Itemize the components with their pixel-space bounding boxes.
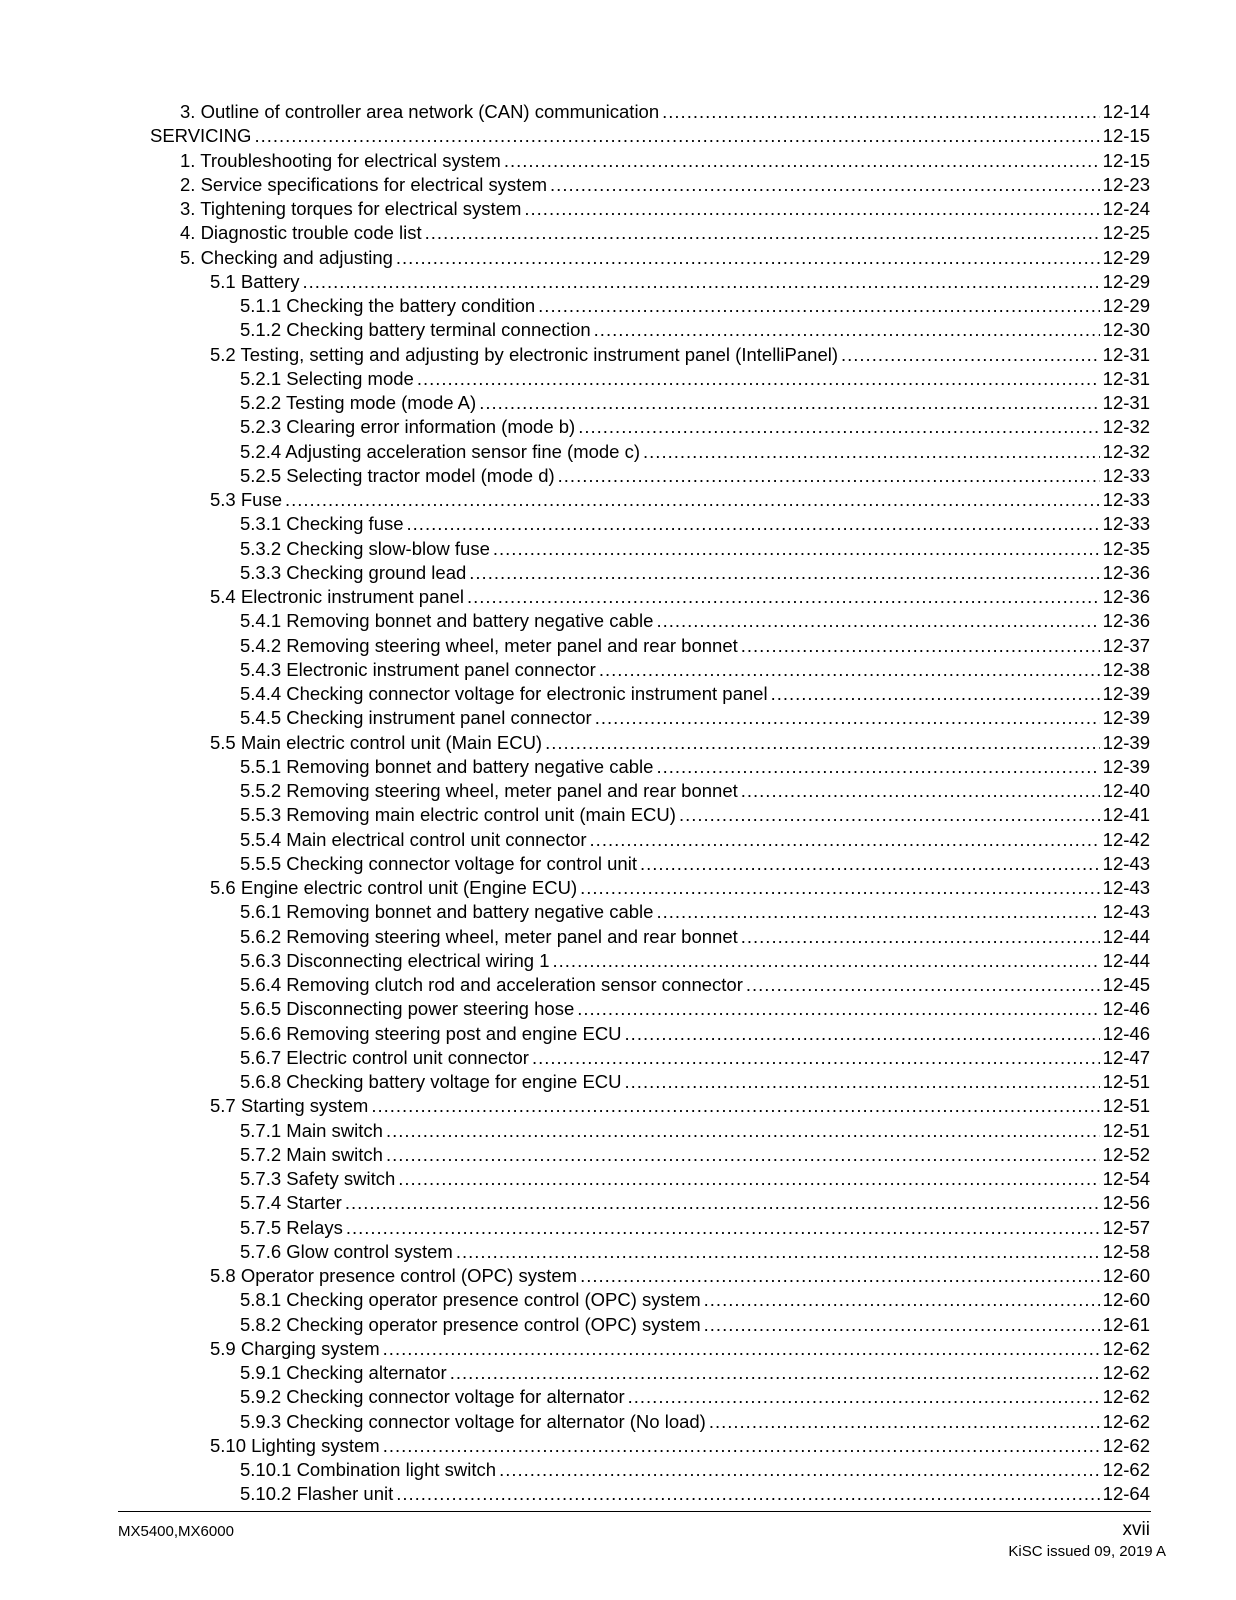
toc-entry-page: 12-51: [1102, 1095, 1150, 1117]
toc-entry-page: 12-43: [1102, 901, 1150, 923]
toc-entry-page: 12-51: [1102, 1071, 1150, 1092]
toc-entry[interactable]: [150, 149, 1150, 173]
toc-entry-page: 12-46: [1102, 998, 1150, 1020]
footer-model-names: MX5400,MX6000: [118, 1523, 234, 1540]
toc-dot-leader: [545, 731, 1100, 755]
toc-entry-page: 12-58: [1102, 1240, 1150, 1262]
toc-dot-leader: [841, 343, 1100, 367]
toc-dot-leader: [656, 755, 1099, 779]
toc-entry-title: 5.2.4 Adjusting acceleration sensor fine (mode c): [240, 440, 641, 462]
toc-entry-title: 5.7.1 Main switch: [240, 1119, 383, 1141]
toc-entry-page: 12-36: [1102, 561, 1150, 583]
toc-entry-title: 5.6 Engine electric control unit (Engine ECU): [210, 877, 578, 898]
toc-entry-title: 4. Diagnostic trouble code list: [180, 222, 422, 244]
toc-entry-title: 2. Service specifications for electrical system: [180, 173, 548, 195]
toc-dot-leader: [302, 270, 1099, 294]
toc-dot-leader: [396, 1482, 1099, 1506]
toc-entry-page: 12-41: [1102, 804, 1150, 826]
toc-entry-page: 12-14: [1102, 101, 1150, 122]
toc-entry-title: 5.1.2 Checking battery terminal connection: [240, 319, 591, 341]
toc-entry-title: 3. Outline of controller area network (CAN) communication: [180, 101, 660, 122]
toc-entry-page: 12-62: [1102, 1459, 1150, 1480]
toc-entry-page: 12-62: [1102, 1386, 1150, 1408]
toc-entry[interactable]: [150, 682, 1150, 706]
toc-dot-leader: [532, 1046, 1100, 1070]
toc-entry-page: 12-39: [1102, 731, 1150, 753]
toc-entry[interactable]: [150, 949, 1150, 973]
toc-entry-page: 12-62: [1102, 1410, 1150, 1432]
toc-entry-title: 5.3.2 Checking slow-blow fuse: [240, 537, 490, 559]
toc-dot-leader: [741, 779, 1100, 803]
toc-entry-title: 5.9.1 Checking alternator: [240, 1362, 447, 1383]
toc-entry-title: 5.4.1 Removing bonnet and battery negative cable: [240, 610, 654, 632]
toc-entry[interactable]: [150, 100, 1150, 124]
toc-entry-title: 5.10.2 Flasher unit: [240, 1483, 394, 1505]
toc-entry-title: 5.4.5 Checking instrument panel connector: [240, 707, 592, 729]
toc-entry-page: 12-15: [1102, 149, 1150, 171]
toc-entry-page: 12-33: [1102, 513, 1150, 535]
toc-dot-leader: [656, 609, 1099, 633]
toc-entry-page: 12-43: [1102, 877, 1150, 898]
toc-entry-title: 5.6.4 Removing clutch rod and acceleration sensor connector: [240, 974, 743, 995]
toc-entry[interactable]: [150, 1119, 1150, 1143]
toc-entry-page: 12-61: [1102, 1313, 1150, 1335]
toc-entry-title: SERVICING: [150, 125, 252, 147]
toc-dot-leader: [504, 149, 1100, 173]
toc-entry-page: 12-29: [1102, 295, 1150, 316]
toc-entry[interactable]: [150, 294, 1150, 318]
toc-entry[interactable]: [150, 464, 1150, 488]
toc-entry[interactable]: [150, 779, 1150, 803]
toc-entry-page: 12-57: [1102, 1216, 1150, 1238]
toc-entry[interactable]: [150, 973, 1150, 997]
toc-entry-page: 12-38: [1102, 658, 1150, 680]
toc-entry[interactable]: [150, 367, 1150, 391]
toc-entry-title: 5.3.3 Checking ground lead: [240, 561, 467, 583]
toc-entry-page: 12-56: [1102, 1192, 1150, 1214]
toc-entry-page: 12-62: [1102, 1337, 1150, 1359]
toc-dot-leader: [599, 658, 1100, 682]
toc-entry-title: 1. Troubleshooting for electrical system: [180, 149, 501, 171]
toc-entry-page: 12-52: [1102, 1143, 1150, 1165]
toc-entry[interactable]: [150, 997, 1150, 1021]
toc-entry[interactable]: [150, 1094, 1150, 1118]
toc-entry[interactable]: [150, 1385, 1150, 1409]
toc-entry[interactable]: [150, 1288, 1150, 1312]
toc-entry-page: 12-24: [1102, 198, 1150, 219]
toc-entry[interactable]: [150, 1482, 1150, 1506]
toc-entry-title: 5.7.3 Safety switch: [240, 1168, 396, 1189]
toc-entry-title: 5.6.1 Removing bonnet and battery negative cable: [240, 901, 654, 923]
toc-entry-page: 12-31: [1102, 367, 1150, 389]
toc-dot-leader: [580, 876, 1100, 900]
toc-entry-title: 5.10 Lighting system: [210, 1434, 380, 1456]
toc-entry-page: 12-15: [1102, 125, 1150, 147]
toc-entry-title: 5.3.1 Checking fuse: [240, 513, 404, 535]
toc-entry[interactable]: [150, 440, 1150, 464]
toc-entry-page: 12-33: [1102, 464, 1150, 486]
toc-entry-title: 3. Tightening torques for electrical system: [180, 198, 522, 219]
toc-entry-page: 12-31: [1102, 392, 1150, 413]
toc-entry-page: 12-35: [1102, 537, 1150, 559]
toc-dot-leader: [346, 1216, 1100, 1240]
toc-entry-title: 5.4 Electronic instrument panel: [210, 586, 464, 607]
toc-dot-leader: [578, 415, 1099, 439]
toc-entry[interactable]: [150, 1410, 1150, 1434]
toc-entry[interactable]: [150, 197, 1150, 221]
toc-dot-leader: [741, 925, 1100, 949]
toc-entry-title: 5.4.4 Checking connector voltage for electronic instrument panel: [240, 683, 768, 704]
toc-entry[interactable]: [150, 173, 1150, 197]
toc-entry-page: 12-33: [1102, 489, 1150, 510]
toc-entry[interactable]: [150, 270, 1150, 294]
toc-entry-page: 12-37: [1102, 634, 1150, 656]
toc-dot-leader: [499, 1458, 1100, 1482]
toc-entry-page: 12-60: [1102, 1265, 1150, 1286]
toc-entry-page: 12-29: [1102, 246, 1150, 268]
toc-entry-page: 12-64: [1102, 1483, 1150, 1505]
toc-entry-page: 12-36: [1102, 586, 1150, 607]
toc-entry-page: 12-44: [1102, 949, 1150, 971]
toc-entry[interactable]: [150, 1434, 1150, 1458]
toc-dot-leader: [456, 1240, 1100, 1264]
toc-entry[interactable]: [150, 488, 1150, 512]
toc-entry-title: 5.5.3 Removing main electric control unit (main ECU): [240, 804, 676, 826]
toc-entry[interactable]: [150, 755, 1150, 779]
toc-entry[interactable]: [150, 706, 1150, 730]
toc-dot-leader: [662, 100, 1100, 124]
toc-entry[interactable]: [150, 658, 1150, 682]
toc-entry-page: 12-32: [1102, 416, 1150, 438]
toc-entry[interactable]: [150, 1458, 1150, 1482]
toc-dot-leader: [746, 973, 1100, 997]
toc-dot-leader: [407, 512, 1100, 536]
toc-entry[interactable]: [150, 1022, 1150, 1046]
toc-dot-leader: [625, 1022, 1100, 1046]
table-of-contents: [150, 100, 1150, 1507]
toc-entry-title: 5.6.7 Electric control unit connector: [240, 1046, 529, 1068]
toc-entry-page: 12-23: [1102, 173, 1150, 195]
toc-dot-leader: [553, 949, 1100, 973]
toc-entry-page: 12-42: [1102, 828, 1150, 850]
toc-entry-title: 5.5.2 Removing steering wheel, meter panel and rear bonnet: [240, 780, 738, 801]
toc-entry[interactable]: [150, 124, 1150, 148]
toc-entry[interactable]: [150, 561, 1150, 585]
toc-entry-title: 5.5 Main electric control unit (Main ECU): [210, 731, 543, 753]
toc-dot-leader: [643, 440, 1100, 464]
toc-entry[interactable]: [150, 731, 1150, 755]
toc-entry[interactable]: [150, 828, 1150, 852]
toc-entry-title: 5.4.2 Removing steering wheel, meter panel and rear bonnet: [240, 634, 738, 656]
toc-entry-title: 5.1.1 Checking the battery condition: [240, 295, 536, 316]
toc-dot-leader: [577, 997, 1099, 1021]
toc-dot-leader: [625, 1070, 1100, 1094]
toc-entry[interactable]: [150, 537, 1150, 561]
toc-dot-leader: [493, 537, 1100, 561]
toc-entry-title: 5.2.3 Clearing error information (mode b): [240, 416, 576, 438]
toc-entry[interactable]: [150, 1046, 1150, 1070]
toc-entry-page: 12-47: [1102, 1046, 1150, 1068]
toc-entry-title: 5.2.5 Selecting tractor model (mode d): [240, 464, 555, 486]
toc-entry-title: 5.1 Battery: [210, 270, 300, 292]
toc-entry-title: 5.9.3 Checking connector voltage for alternator (No load): [240, 1410, 706, 1432]
toc-dot-leader: [771, 682, 1100, 706]
toc-dot-leader: [469, 561, 1099, 585]
toc-entry-title: 5.8 Operator presence control (OPC) system: [210, 1265, 578, 1286]
toc-dot-leader: [550, 173, 1100, 197]
toc-entry-page: 12-62: [1102, 1362, 1150, 1383]
toc-entry-title: 5.7.5 Relays: [240, 1216, 343, 1238]
toc-dot-leader: [679, 803, 1100, 827]
toc-entry-title: 5.5.1 Removing bonnet and battery negative cable: [240, 755, 654, 777]
toc-dot-leader: [709, 1410, 1100, 1434]
toc-entry-title: 5.6.2 Removing steering wheel, meter panel and rear bonnet: [240, 925, 738, 947]
toc-entry-page: 12-32: [1102, 440, 1150, 462]
toc-entry[interactable]: [150, 246, 1150, 270]
toc-dot-leader: [285, 488, 1100, 512]
toc-entry[interactable]: [150, 585, 1150, 609]
toc-dot-leader: [467, 585, 1100, 609]
toc-dot-leader: [345, 1191, 1100, 1215]
toc-entry[interactable]: [150, 852, 1150, 876]
toc-entry[interactable]: [150, 803, 1150, 827]
toc-entry-title: 5.6.6 Removing steering post and engine ECU: [240, 1022, 622, 1044]
toc-dot-leader: [524, 197, 1099, 221]
toc-entry-title: 5.10.1 Combination light switch: [240, 1459, 497, 1480]
toc-dot-leader: [594, 318, 1100, 342]
toc-entry-title: 5.7.2 Main switch: [240, 1143, 383, 1165]
toc-entry-title: 5.4.3 Electronic instrument panel connector: [240, 658, 596, 680]
toc-entry-page: 12-36: [1102, 610, 1150, 632]
toc-entry-title: 5.5.4 Main electrical control unit connector: [240, 828, 587, 850]
toc-entry[interactable]: [150, 1240, 1150, 1264]
toc-dot-leader: [386, 1143, 1100, 1167]
toc-entry-title: 5.6.3 Disconnecting electrical wiring 1: [240, 949, 550, 971]
toc-dot-leader: [580, 1264, 1100, 1288]
toc-entry[interactable]: [150, 318, 1150, 342]
footer-page-number: xvii: [1122, 1519, 1150, 1540]
toc-entry-page: 12-60: [1102, 1289, 1150, 1311]
toc-entry-title: 5.8.2 Checking operator presence control (OPC) system: [240, 1313, 701, 1335]
toc-entry[interactable]: [150, 1337, 1150, 1361]
toc-entry-title: 5.3 Fuse: [210, 489, 282, 510]
toc-entry-title: 5.7.4 Starter: [240, 1192, 342, 1214]
toc-dot-leader: [595, 706, 1100, 730]
toc-entry-page: 12-39: [1102, 707, 1150, 729]
toc-entry[interactable]: [150, 391, 1150, 415]
toc-entry[interactable]: [150, 925, 1150, 949]
toc-entry-page: 12-39: [1102, 683, 1150, 704]
toc-entry-title: 5. Checking and adjusting: [180, 246, 393, 268]
toc-dot-leader: [628, 1385, 1100, 1409]
toc-entry[interactable]: [150, 1070, 1150, 1094]
toc-entry-page: 12-43: [1102, 852, 1150, 874]
toc-dot-leader: [656, 900, 1099, 924]
toc-dot-leader: [558, 464, 1100, 488]
toc-entry-title: 5.9.2 Checking connector voltage for alternator: [240, 1386, 625, 1408]
toc-dot-leader: [590, 828, 1100, 852]
footer-issue-note: KiSC issued 09, 2019 A: [1008, 1543, 1166, 1560]
toc-dot-leader: [254, 124, 1099, 148]
toc-entry-page: 12-62: [1102, 1434, 1150, 1456]
toc-entry[interactable]: [150, 415, 1150, 439]
toc-entry[interactable]: [150, 634, 1150, 658]
toc-dot-leader: [741, 634, 1100, 658]
toc-entry-page: 12-40: [1102, 780, 1150, 801]
toc-entry-page: 12-31: [1102, 343, 1150, 365]
toc-entry[interactable]: [150, 512, 1150, 536]
toc-entry[interactable]: [150, 1361, 1150, 1385]
toc-entry[interactable]: [150, 1191, 1150, 1215]
toc-dot-leader: [371, 1094, 1099, 1118]
toc-entry[interactable]: [150, 609, 1150, 633]
toc-entry-title: 5.5.5 Checking connector voltage for control unit: [240, 852, 637, 874]
toc-entry-title: 5.2.1 Selecting mode: [240, 367, 414, 389]
toc-entry-page: 12-45: [1102, 974, 1150, 995]
toc-dot-leader: [450, 1361, 1100, 1385]
toc-entry-page: 12-44: [1102, 925, 1150, 947]
toc-entry[interactable]: [150, 1167, 1150, 1191]
toc-dot-leader: [640, 852, 1100, 876]
toc-entry[interactable]: [150, 1143, 1150, 1167]
toc-entry-title: 5.7.6 Glow control system: [240, 1240, 453, 1262]
toc-dot-leader: [704, 1313, 1100, 1337]
toc-entry-page: 12-46: [1102, 1022, 1150, 1044]
toc-dot-leader: [383, 1337, 1100, 1361]
toc-entry-title: 5.2 Testing, setting and adjusting by electronic instrument panel (IntelliPanel): [210, 343, 838, 365]
toc-entry[interactable]: [150, 1216, 1150, 1240]
toc-entry-title: 5.9 Charging system: [210, 1337, 380, 1359]
toc-dot-leader: [704, 1288, 1100, 1312]
toc-dot-leader: [398, 1167, 1099, 1191]
toc-entry-title: 5.2.2 Testing mode (mode A): [240, 392, 477, 413]
toc-dot-leader: [538, 294, 1100, 318]
toc-entry[interactable]: [150, 1264, 1150, 1288]
toc-entry-page: 12-54: [1102, 1168, 1150, 1189]
toc-dot-leader: [386, 1119, 1100, 1143]
toc-entry-title: 5.6.5 Disconnecting power steering hose: [240, 998, 575, 1020]
toc-entry-title: 5.7 Starting system: [210, 1095, 369, 1117]
toc-entry[interactable]: [150, 343, 1150, 367]
toc-entry[interactable]: [150, 1313, 1150, 1337]
toc-entry-page: 12-25: [1102, 222, 1150, 244]
toc-entry-page: 12-30: [1102, 319, 1150, 341]
toc-dot-leader: [417, 367, 1100, 391]
toc-dot-leader: [479, 391, 1099, 415]
toc-dot-leader: [383, 1434, 1100, 1458]
toc-dot-leader: [425, 221, 1100, 245]
footer-divider: [118, 1511, 1151, 1512]
toc-entry-title: 5.8.1 Checking operator presence control (OPC) system: [240, 1289, 701, 1311]
toc-entry-page: 12-39: [1102, 755, 1150, 777]
toc-entry-title: 5.6.8 Checking battery voltage for engine ECU: [240, 1071, 622, 1092]
toc-entry-page: 12-29: [1102, 270, 1150, 292]
toc-entry[interactable]: [150, 876, 1150, 900]
toc-entry[interactable]: [150, 900, 1150, 924]
toc-entry[interactable]: [150, 221, 1150, 245]
toc-entry-page: 12-51: [1102, 1119, 1150, 1141]
toc-dot-leader: [396, 246, 1100, 270]
